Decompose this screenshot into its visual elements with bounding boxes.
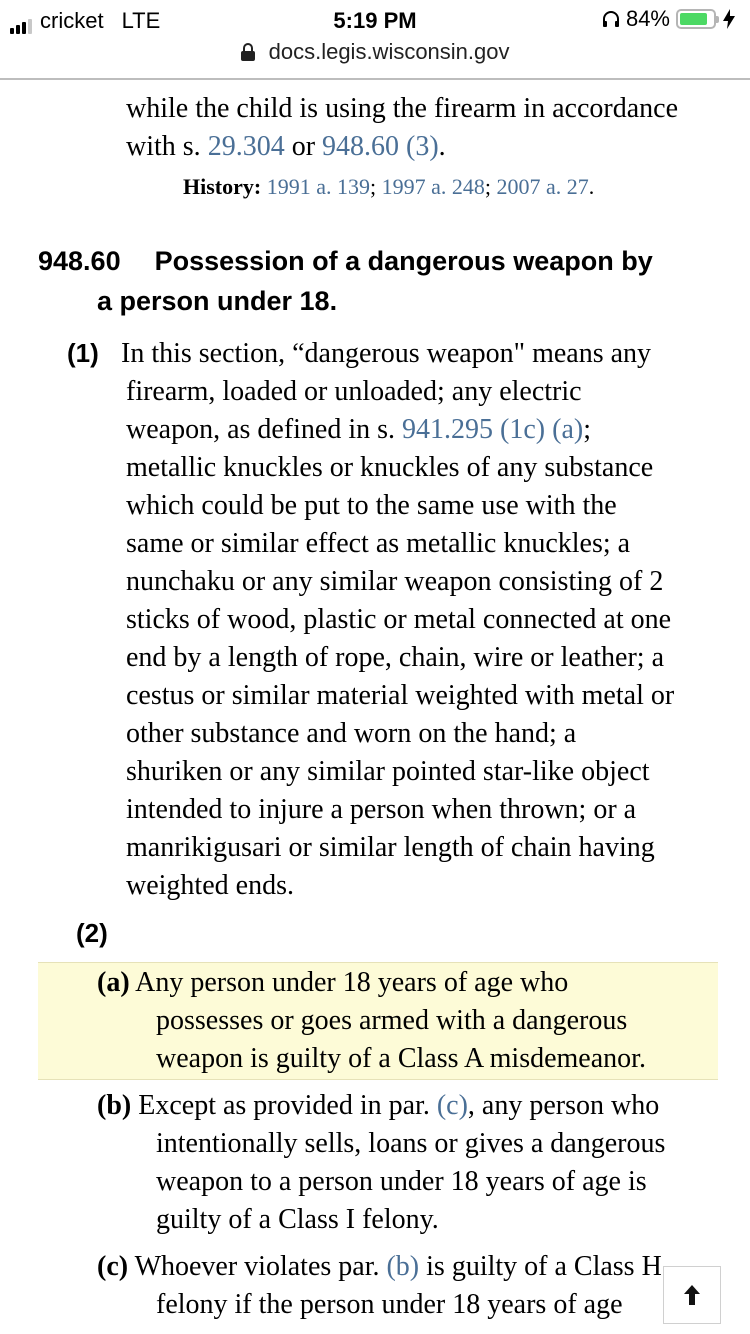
statute-link[interactable]: 29.304	[207, 131, 285, 162]
url-text: docs.legis.wisconsin.gov	[268, 39, 510, 65]
body-line: metallic knuckles or knuckles of any substance	[126, 452, 654, 483]
text-fragment: .	[588, 174, 595, 199]
status-right	[602, 6, 736, 32]
paragraph-line: weapon to a person under 18 years of age is	[156, 1166, 647, 1197]
battery-percent: 84%	[625, 6, 670, 31]
url-bar[interactable]	[0, 38, 750, 78]
history-link[interactable]: 1991 a. 139	[266, 174, 370, 199]
body-line: shuriken or any similar pointed star-like object	[126, 756, 650, 787]
status-bar	[0, 0, 750, 40]
paragraph-line: intentionally sells, loans or gives a dangerous	[156, 1128, 666, 1159]
body-line: cestus or similar material weighted with metal or	[126, 680, 675, 711]
paragraph-line: guilty of a Class I felony.	[156, 1204, 439, 1235]
body-line: end by a length of rope, chain, wire or leather; a	[126, 642, 665, 673]
headphones-icon	[602, 10, 620, 28]
text-fragment: weapon, as defined in s.	[126, 414, 403, 445]
text-fragment: or	[284, 131, 323, 162]
history-note	[183, 174, 594, 200]
text-fragment: ;	[484, 174, 497, 199]
section-title-cont: a person under 18.	[97, 286, 338, 316]
section-number: 948.60	[38, 246, 121, 276]
subsection-label: (1)	[67, 338, 99, 368]
text-fragment: .	[438, 131, 446, 162]
text-fragment: Whoever violates par.	[134, 1251, 387, 1282]
history-label: History:	[183, 174, 262, 199]
battery-icon	[676, 9, 716, 29]
charging-bolt-icon	[722, 8, 736, 30]
statute-link[interactable]: 941.295 (1c) (a)	[402, 414, 584, 445]
paragraph-label: (c)	[97, 1251, 129, 1282]
carrier-name: cricket	[40, 8, 104, 33]
text-fragment: with s.	[126, 131, 208, 162]
paragraph-label: (a)	[97, 967, 130, 998]
section-title: Possession of a dangerous weapon by	[154, 246, 653, 276]
paragraph-line	[97, 1248, 662, 1286]
text-fragment: ;	[369, 174, 382, 199]
network-type: LTE	[121, 8, 161, 33]
body-line: manrikigusari or similar length of chain having	[126, 832, 655, 863]
text-fragment: is guilty of a Class H	[419, 1251, 662, 1282]
text-fragment: , any person who	[467, 1090, 660, 1121]
paragraph-line	[97, 1087, 659, 1125]
text-fragment: ;	[583, 414, 591, 445]
paragraph-line: possesses or goes armed with a dangerous	[156, 1005, 628, 1036]
body-line: other substance and worn on the hand; a	[126, 718, 577, 749]
arrow-up-icon	[682, 1283, 702, 1307]
body-line: In this section, “dangerous weapon" means any	[121, 338, 652, 369]
text-fragment: Except as provided in par.	[138, 1090, 437, 1121]
paragraph-line	[97, 964, 568, 1002]
prev-text-line	[126, 128, 446, 166]
paragraph-line: felony if the person under 18 years of age	[156, 1289, 623, 1320]
body-line: weighted ends.	[126, 870, 294, 901]
scroll-to-top-button[interactable]	[663, 1266, 721, 1324]
clock: 5:19 PM	[333, 8, 417, 33]
subsection-label: (2)	[76, 918, 108, 948]
history-link[interactable]: 2007 a. 27	[496, 174, 589, 199]
statute-link[interactable]: 948.60 (3)	[322, 131, 439, 162]
body-line	[126, 411, 591, 449]
body-line: which could be put to the same use with the	[126, 490, 617, 521]
body-line: nunchaku or any similar weapon consisting of 2	[126, 566, 664, 597]
body-line: same or similar effect as metallic knuckles; a	[126, 528, 631, 559]
lock-icon	[240, 42, 256, 62]
paragraph-line: weapon is guilty of a Class A misdemeanor.	[156, 1043, 646, 1074]
prev-text-line: while the child is using the firearm in accordance	[126, 93, 679, 124]
history-link[interactable]: 1997 a. 248	[381, 174, 485, 199]
paragraph-link[interactable]: (b)	[386, 1251, 420, 1282]
paragraph-link[interactable]: (c)	[436, 1090, 468, 1121]
text-fragment: Any person under 18 years of age who	[135, 967, 569, 998]
section-heading	[38, 241, 653, 281]
paragraph-label: (b)	[97, 1090, 132, 1121]
body-line: firearm, loaded or unloaded; any electric	[126, 376, 582, 407]
body-line: intended to injure a person when thrown; or a	[126, 794, 637, 825]
body-line: sticks of wood, plastic or metal connected at one	[126, 604, 672, 635]
page-content	[0, 80, 750, 1334]
